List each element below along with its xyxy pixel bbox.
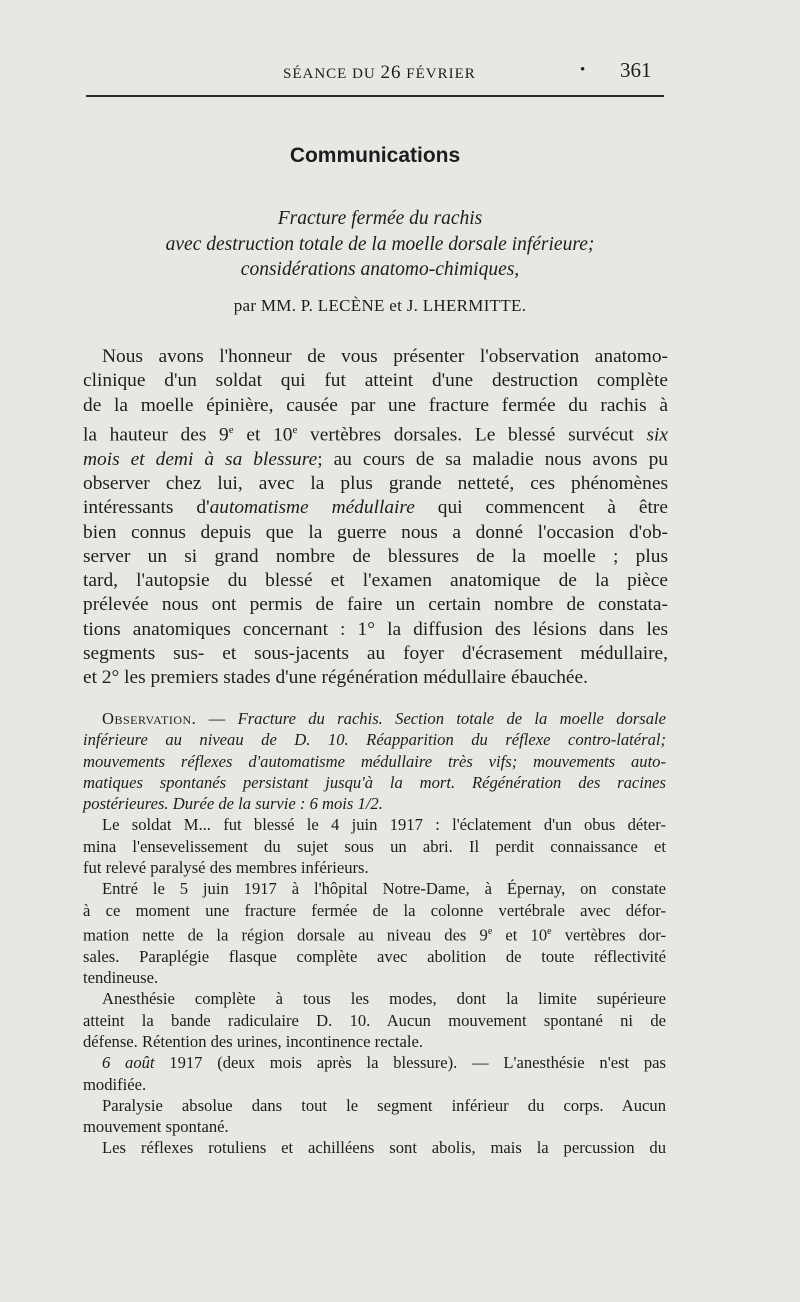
observation-line: Les réflexes rotuliens et achilléens sont abolis, mais la percussion du (102, 1138, 666, 1158)
article-title-line: Fracture fermée du rachis (277, 208, 483, 229)
observation-line: mouvement spontané. (83, 1117, 229, 1137)
observation-line: Le soldat M... fut blessé le 4 juin 1917 : l'éclatement d'un obus déter- (102, 815, 666, 835)
header-mark: • (580, 62, 586, 78)
running-title-day: 26 (380, 62, 402, 83)
paragraph-line: tard, l'autopsie du blessé et l'examen anatomique de la pièce (83, 570, 668, 592)
paragraph-line: tions anatomiques concernant : 1° la diffusion des lésions dans les (83, 618, 668, 640)
article-title-line: considérations anatomo-chimiques, (240, 259, 520, 280)
observation-line: Paralysie absolue dans tout le segment inférieur du corps. Aucun (102, 1095, 666, 1115)
article-title (100, 206, 660, 283)
observation-section (83, 708, 666, 1159)
observation-line: mation nette de la région dorsale au niveau des 9e et 10e vertèbres dor- (83, 925, 667, 945)
paragraph-line: prélevée nous ont permis de faire un certain nombre de constata- (83, 594, 668, 616)
page-number: 361 (620, 58, 652, 82)
observation-line: Entré le 5 juin 1917 à l'hôpital Notre-Dame, à Épernay, on constate (102, 879, 666, 899)
observation-line: mouvements réflexes d'automatisme médullaire très vifs; mouvements auto- (83, 751, 666, 771)
observation-line: sales. Paraplégie flasque complète avec abolition de toute réflectivité (83, 946, 666, 966)
observation-line: à ce moment une fracture fermée de la colonne vertébrale avec défor- (83, 900, 666, 920)
authors-line: par MM. P. LECÈNE et J. LHERMITTE. (233, 296, 527, 315)
observation-line: Anesthésie complète à tous les modes, dont la limite supérieure (102, 989, 666, 1009)
paragraph-line: observer chez lui, avec la plus grande netteté, ces phénomènes (83, 472, 668, 494)
paragraph-line: Nous avons l'honneur de vous présenter l'observation anatomo- (102, 346, 668, 367)
observation-line: tendineuse. (83, 968, 159, 988)
observation-line: atteint la bande radiculaire D. 10. Aucun mouvement spontané ni de (83, 1010, 666, 1030)
header-rule (86, 95, 664, 97)
paragraph-line: mois et demi à sa blessure; au cours de sa maladie nous avons pu (83, 448, 668, 470)
section-title: Communications (289, 144, 461, 167)
observation-line: 6 août 1917 (deux mois après la blessure). — L'anesthésie n'est pas (102, 1053, 666, 1073)
paragraph-line: segments sus- et sous-jacents au foyer d'écrasement médullaire, (83, 643, 668, 665)
running-title-text: SÉANCE DU (283, 66, 376, 82)
main-paragraph (83, 345, 668, 691)
running-title-month: FÉVRIER (406, 66, 476, 82)
observation-line: inférieure au niveau de D. 10. Réapparition du réflexe contro-latéral; (83, 730, 666, 750)
observation-line: modifiée. (83, 1074, 147, 1094)
paragraph-line: server un si grand nombre de blessures de la moelle ; plus (83, 545, 668, 567)
observation-label: Observation. (102, 709, 197, 728)
article-title-line: avec destruction totale de la moelle dorsale inférieure; (165, 233, 595, 255)
observation-line: postérieures. Durée de la survie : 6 mois 1/2. (83, 794, 383, 814)
observation-line: Observation. — Fracture du rachis. Section totale de la moelle dorsale (102, 709, 667, 728)
observation-line: mina l'ensevelissement du sujet sous un abri. Il perdit connaissance et (83, 836, 666, 856)
observation-line: défense. Rétention des urines, incontinence rectale. (83, 1031, 424, 1051)
paragraph-line: de la moelle épinière, causée par une fracture fermée du rachis à (83, 394, 668, 416)
observation-line: fut relevé paralysé des membres inférieurs. (83, 858, 369, 878)
observation-line: matiques spontanés persistant jusqu'à la mort. Régénération des racines (83, 772, 666, 792)
paragraph-line: bien connus depuis que la guerre nous a donné l'occasion d'ob- (83, 521, 668, 543)
paragraph-line: et 2° les premiers stades d'une régénération médullaire ébauchée. (83, 667, 588, 689)
paragraph-line: intéressants d'automatisme médullaire qui commencent à être (83, 497, 668, 519)
paragraph-line: la hauteur des 9e et 10e vertèbres dorsales. Le blessé survécut six (83, 423, 668, 446)
running-title (283, 62, 476, 84)
running-header (0, 56, 800, 86)
paragraph-line: clinique d'un soldat qui fut atteint d'une destruction complète (83, 370, 668, 392)
